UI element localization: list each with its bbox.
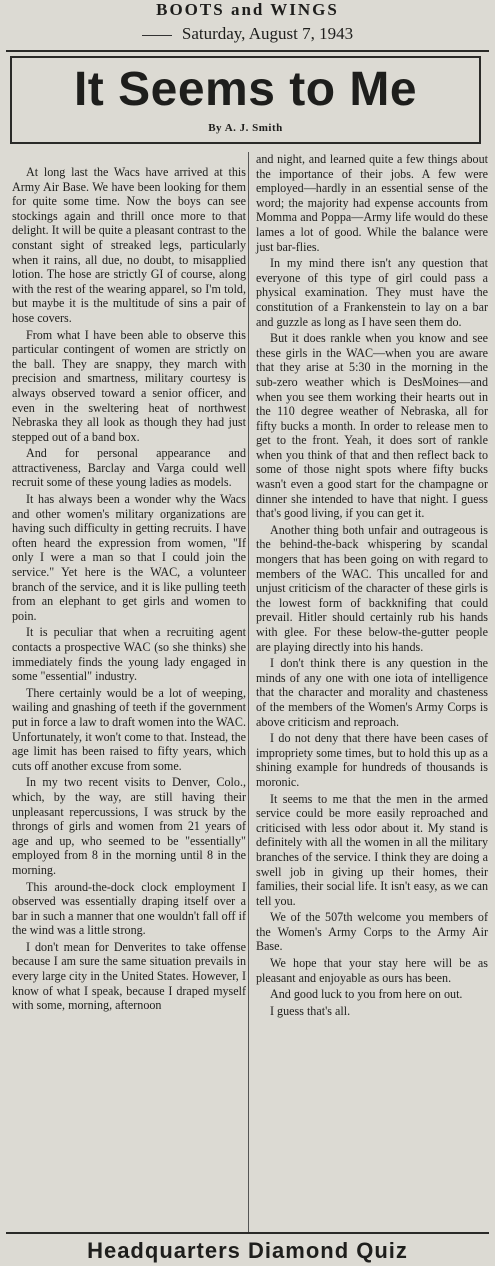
next-headline-text: Headquarters Diamond Quiz (87, 1238, 408, 1263)
paragraph: We of the 507th welcome you members of the Women's Army Corps to the Army Air Base. (256, 910, 488, 954)
article-column-right (256, 152, 488, 1020)
paragraph: Another thing both unfair and outrageous is the behind-the-back whispering by scandal mongers that has been going on with regard to members of the WAC. This uncalled for and unjust criticism of the character of these girls is the lowest form of backknifing that could prevail. Hitler should certainly rub his hands with glee. For these below-the-gutter people are playing directly into his hands. (256, 522, 488, 654)
bottom-rule (6, 1232, 489, 1234)
headline-box (10, 56, 481, 144)
paragraph: In my two recent visits to Denver, Colo., which, by the way, are still having their unpleasant repercussions, I was struck by the throngs of girls and women from 21 years of age and up, who seemed to be "essentially" employed from 8 in the morning until 8 in the morning. (12, 775, 246, 877)
paragraph: But it does rankle when you know and see these girls in the WAC—when you are aware that they arise at 5:30 in the morning in the sub-zero weather which is DesMoines—and when you see them working their hearts out in the 110 degree weather of Nebraska, all for fifty bucks a month. In order to release men to get to the front. Yeah, it does sort of rankle when you think of that and then reflect back to some of those night spots where fifty bucks wasn't even a good start for the champagne or dinner she intended to have that night. I guess that's good living, if you can get it. (256, 331, 488, 521)
paragraph: From what I have been able to observe this particular contingent of women are strictly on the ball. They are snappy, they march with precision and smartness, military courtesy is always observed toward a senior officer, and even in the sweltering heat of northwest Nebraska they all look as though they had just stepped out of a band box. (12, 327, 246, 444)
byline: By A. J. Smith (208, 122, 283, 134)
paragraph: This around-the-dock clock employment I observed was essentially draping itself over a bar in such a manner that one wouldn't fall off if the wind was a little strong. (12, 879, 246, 938)
paragraph: And for personal appearance and attractiveness, Barclay and Varga could well recruit some of these young ladies as models. (12, 446, 246, 490)
headline: It Seems to Me (73, 63, 418, 116)
paragraph: There certainly would be a lot of weeping, wailing and gnashing of teeth if the government put in force a law to draft women into the WAC. Unfortunately, it won't come to that. Instead, the age limit has been raised to fifty years, which cuts off another excuse from some. (12, 685, 246, 773)
paragraph: At long last the Wacs have arrived at this Army Air Base. We have been looking for them for quite some time. Now the boys can see stockings again and thrill once more to that delight. It will be quite a pleasant contrast to the constant sight of streaked legs, particularly when it rains, all due, no doubt, to misapplied lotion. The hose are strictly GI of course, along with the rest of the wearing apparel, so I'm told, but maybe it is the multitude of sins a pair of hose covers. (12, 165, 246, 325)
paragraph: In my mind there isn't any question that everyone of this type of girl could pass a physical examination. They must have the constitution of a Frankenstein to lay on a bar and guzzle as long as I have seen them do. (256, 256, 488, 329)
paragraph: I guess that's all. (270, 1003, 351, 1018)
top-rule (6, 50, 489, 52)
dateline-rule (142, 35, 172, 36)
article-column-left (12, 165, 246, 1015)
paragraph: I don't mean for Denverites to take offense because I am sure the same situation prevails in every large city in the United States. However, I know of what I speak, because I draped myself with some, morning, afternoon (12, 939, 246, 1013)
dateline-text: Saturday, August 7, 1943 (181, 24, 354, 43)
masthead: BOOTS and WINGS (156, 0, 339, 19)
paragraph-continued: and night, and learned quite a few things about the importance of their jobs. A few were employed—hardly in an essential sense of the word; the majority had expense accounts from Momma and Poppa—Army life would do these lames a lot of good. While the balance were just bar-flies. (256, 152, 488, 254)
paragraph: It is peculiar that when a recruiting agent contacts a prospective WAC (so she thinks) she immediately finds the young lady engaged in some "essential" industry. (12, 625, 246, 684)
paragraph: And good luck to you from here on out. (270, 987, 463, 1002)
dateline (0, 24, 495, 44)
paragraph: I do not deny that there have been cases of impropriety some times, but to hold this up as a shining example for hundreds of thousands is moronic. (256, 731, 488, 789)
paragraph: It seems to me that the men in the armed service could be more easily reproached and criticised with less odor about it. My stand is definitely with all the women in all the military branches of the service. I think they are doing a swell job in giving up their homes, their families, their social life. It isn't easy, as we can tell you. (256, 791, 488, 908)
column-divider (248, 152, 249, 1232)
paragraph: I don't think there is any question in the minds of any one with one iota of intelligence that the character and morality and chasteness of the members of the Women's Army Corps is above criticism and reproach. (256, 656, 488, 729)
next-headline-fragment (0, 1236, 495, 1263)
paragraph: It has always been a wonder why the Wacs and other women's military organizations are having such difficulty in getting recruits. I have often heard the expression from women, "If only I were a man so that I could join the service." Yet here is the WAC, a volunteer branch of the service, and it is like pulling teeth from an elephant to get girls and women to poin. (12, 492, 246, 623)
paragraph: We hope that your stay here will be as pleasant and enjoyable as ours has been. (256, 956, 488, 985)
